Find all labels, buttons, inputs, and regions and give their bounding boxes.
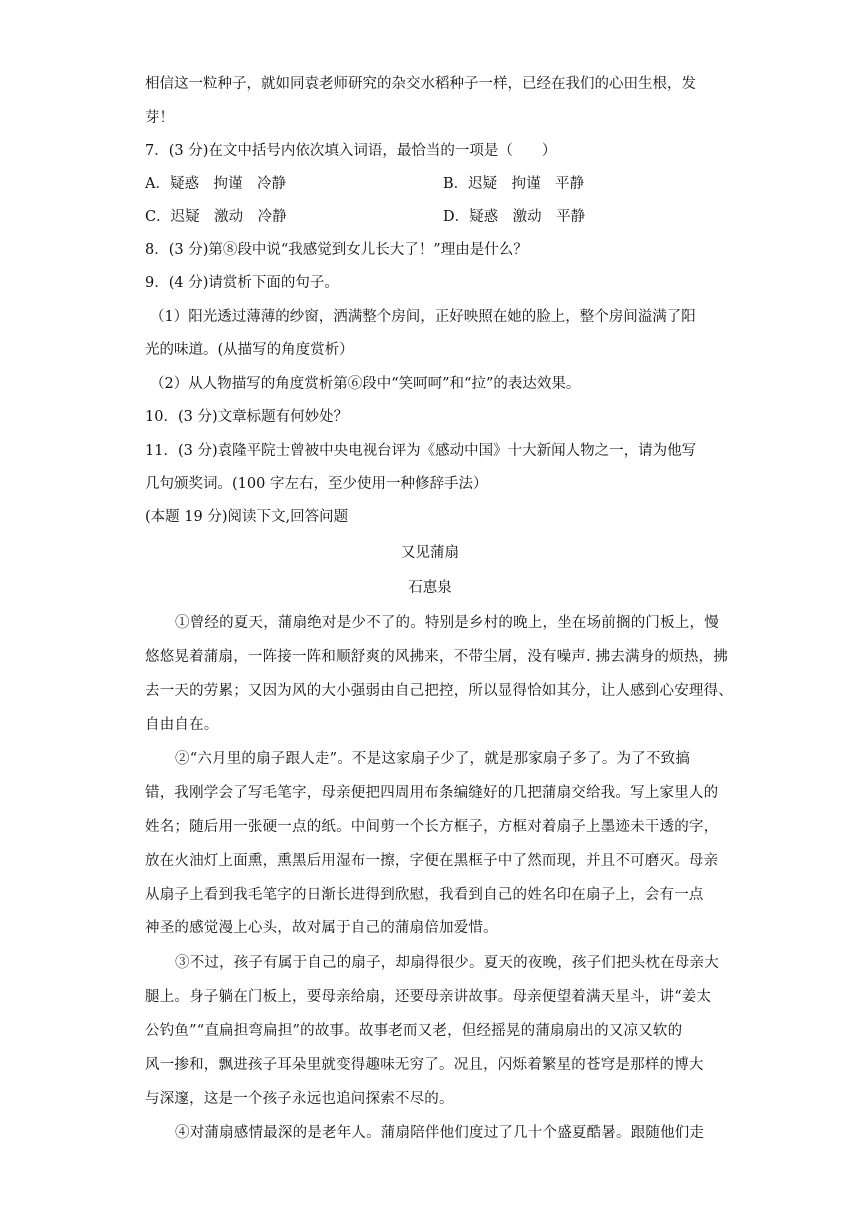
article-line: 错，我刚学会了写毛笔字，母亲便把四周用布条编缝好的几把蒲扇交给我。写上家里人的 <box>145 785 719 801</box>
text-line: 相信这一粒种子，就如同袁老师研究的杂交水稻种子一样，已经在我们的心田生根，发 <box>145 76 696 92</box>
question-11: 11．(3 分)袁隆平院士曾被中央电视台评为《感动中国》十大新闻人物之一，请为他写 <box>145 443 697 459</box>
article-line: 风一掺和，飘进孩子耳朵里就变得趣味无穷了。况且，闪烁着繁星的苍穹是那样的博大 <box>145 1057 704 1073</box>
text-line: 芽！ <box>145 110 174 126</box>
article-line: ④对蒲扇感情最深的是老年人。蒲扇陪伴他们度过了几十个盛夏酷暑。跟随他们走 <box>175 1125 705 1141</box>
question-11-cont: 几句颁奖词。(100 字左右，至少使用一种修辞手法） <box>145 476 488 492</box>
option-d: D．疑惑 激动 平静 <box>443 209 586 225</box>
article-line: 去一天的劳累；又因为风的大小强弱由自己把控，所以显得恰如其分，让人感到心安理得、 <box>145 683 733 699</box>
article-line: 与深邃，这是一个孩子永远也追问探索不尽的。 <box>145 1091 454 1107</box>
question-8: 8．(3 分)第⑧段中说“我感觉到女儿长大了！”理由是什么？ <box>145 242 528 258</box>
option-c: C．迟疑 激动 冷静 <box>145 209 287 225</box>
question-9: 9．(4 分)请赏析下面的句子。 <box>145 275 339 291</box>
article-line: 从扇子上看到我毛笔字的日渐长进得到欣慰，我看到自己的姓名印在扇子上，会有一点 <box>145 887 704 903</box>
article-line: 腿上。身子躺在门板上，要母亲给扇，还要母亲讲故事。母亲便望着满天星斗，讲“姜太 <box>145 989 712 1005</box>
article-line: 神圣的感觉漫上心头，故对属于自己的蒲扇倍加爱惜。 <box>145 920 498 936</box>
article-title: 又见蒲扇 <box>401 545 459 561</box>
article-line: ①曾经的夏天，蒲扇绝对是少不了的。特别是乡村的晚上，坐在场前搁的门板上，慢 <box>175 615 719 631</box>
article-line: 悠悠晃着蒲扇，一阵接一阵和顺舒爽的风拂来，不带尘屑，没有噪声. 拂去满身的烦热，拂 <box>145 649 728 665</box>
article-line: 姓名；随后用一张硬一点的纸。中间剪一个长方框子，方框对着扇子上墨迹未干透的字， <box>145 819 719 835</box>
article-author: 石恵泉 <box>408 580 452 596</box>
option-b: B．迟疑 拘谨 平静 <box>443 176 585 192</box>
article-line: ②“六月里的扇子跟人走”。不是这家扇子少了，就是那家扇子多了。为了不致搞 <box>175 751 691 767</box>
question-9-sub-2: （2）从人物描写的角度赏析第⑥段中“笑呵呵”和“拉”的表达效果。 <box>150 376 581 392</box>
question-10: 10．(3 分)文章标题有何妙处？ <box>145 409 349 425</box>
article-line: 公钓鱼”“直扁担弯扁担”的故事。故事老而又老，但经摇晃的蒲扇扇出的又凉又软的 <box>145 1023 683 1039</box>
question-9-sub-1: （1）阳光透过薄薄的纱窗，洒满整个房间，正好映照在她的脸上，整个房间溢满了阳 <box>150 309 696 325</box>
option-a: A．疑惑 拘谨 冷静 <box>145 176 286 192</box>
question-7: 7．(3 分)在文中括号内依次填入词语，最恰当的一项是（ ） <box>145 143 557 159</box>
section-intro: (本题 19 分)阅读下文,回答问题 <box>145 509 349 525</box>
question-9-sub-1-cont: 光的味道。(从描写的角度赏析） <box>145 342 354 358</box>
article-line: 放在火油灯上面熏，熏黑后用湿布一擦，字便在黑框子中了然而现，并且不可磨灭。母亲 <box>145 853 719 869</box>
article-line: ③不过，孩子有属于自己的扇子，却扇得很少。夏天的夜晚，孩子们把头枕在母亲大 <box>175 955 719 971</box>
article-line: 自由自在。 <box>145 717 219 733</box>
